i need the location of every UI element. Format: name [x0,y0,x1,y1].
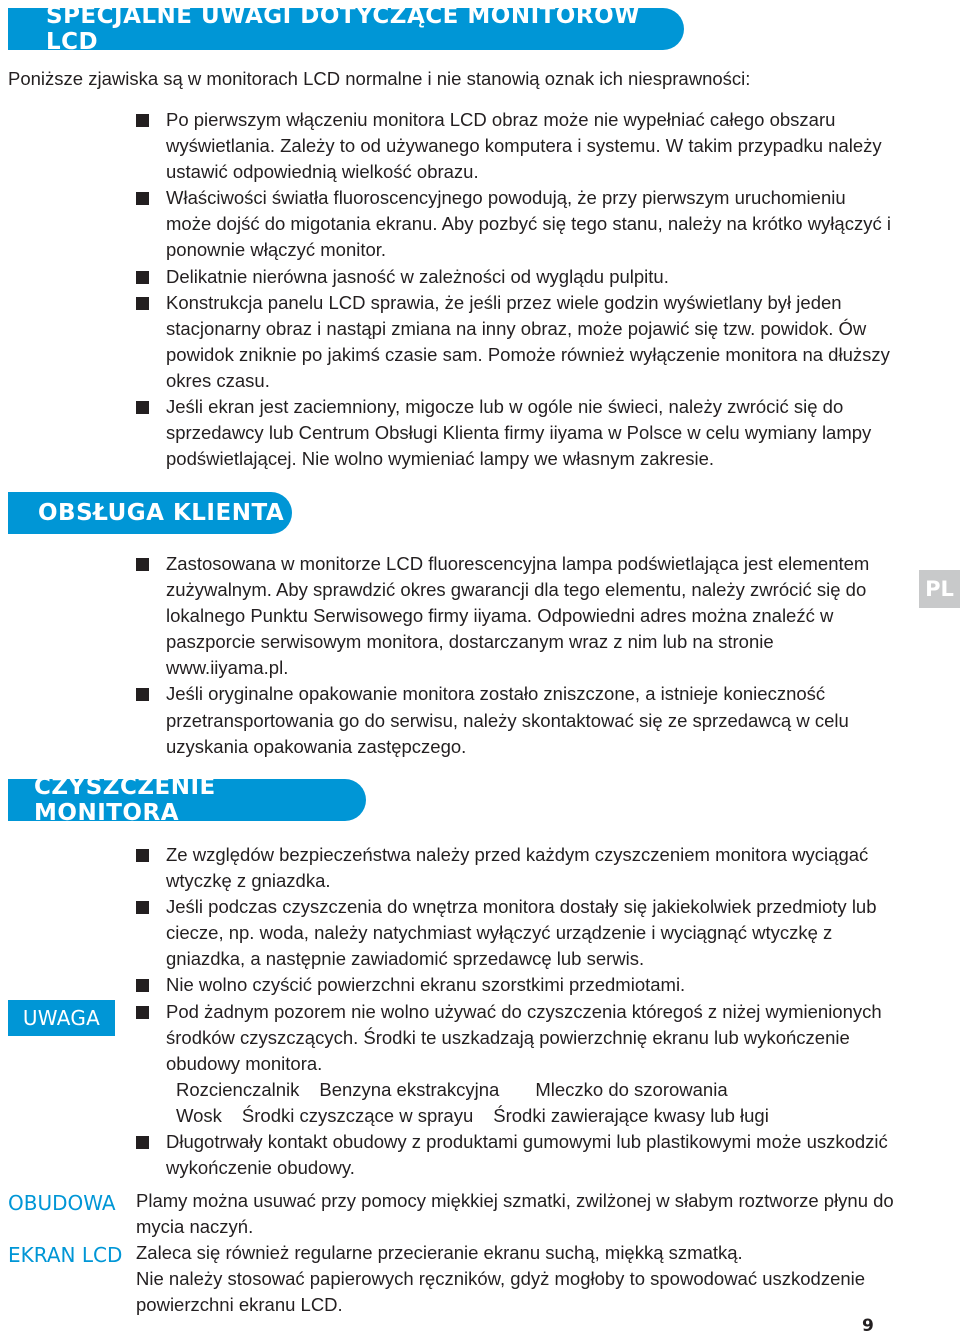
bullet-square-icon [136,297,149,310]
agent-name: Środki czyszczące w sprayu [241,1104,474,1126]
housing-text: Plamy można usuwać przy pomocy miękkiej szmatki, zwilżonej w słabym roztworze płynu do mycia naczyń. [136,1190,894,1238]
section-header-cleaning [8,774,366,826]
list-item-text: Jeśli oryginalne opakowanie monitora zostało zniszczone, a istnieje konieczność przetransportowania go do serwisu, należy skontaktować się ze sprzedawcą w celu uzyskania opakowania zastępczego. [166,683,849,757]
warning-label: UWAGA [8,1000,115,1036]
list-item [136,1129,896,1181]
bullet-square-icon [136,901,149,914]
bullet-square-icon [136,271,149,284]
list-item-text: Delikatnie nierówna jasność w zależności od wyglądu pulpitu. [166,265,669,287]
list-item-text: Pod żadnym pozorem nie wolno używać do czyszczenia któregoś z niżej wymienionych środków czyszczących. Środki te uszkadzają powierzchnię ekranu lub wykończenie obudowy monitora. [166,1000,882,1074]
list-item [136,107,896,185]
bullet-square-icon [136,558,149,571]
bullet-square-icon [136,114,149,127]
cleaning-agents-row [166,1077,896,1103]
list-item-text: Nie wolno czyścić powierzchni ekranu szorstkimi przedmiotami. [166,974,686,996]
cleaning-list [136,842,896,1181]
intro-paragraph: Poniższe zjawiska są w monitorach LCD normalne i nie stanowią oznak ich niesprawności: [8,68,751,89]
agent-name: Środki zawierające kwasy lub ługi [493,1104,769,1126]
bullet-square-icon [136,1136,149,1149]
customer-service-list [136,551,896,760]
list-item [136,894,896,972]
screen-label: EKRAN LCD [8,1243,123,1267]
housing-label: OBUDOWA [8,1191,116,1215]
list-item-text: Zastosowana w monitorze LCD fluorescencyjna lampa podświetlająca jest elementem zużywalnym. Aby sprawdzić okres gwarancji dla tego elementu, należy zwrócić się do lokalnego Punktu Serwisowego firmy iiyama. Odpowiedni adres można znaleźć w paszporcie serwisowym monitora, dostarczanym wraz z nim lub na stronie www.iiyama.pl. [166,553,870,679]
agent-name: Wosk [176,1104,222,1126]
screen-text-line: Zaleca się również regularne przecieranie ekranu suchą, miękką szmatką. [136,1242,743,1263]
list-item [136,394,896,472]
list-item-text: Właściwości światła fluoroscencyjnego powodują, że przy pierwszym uruchomieniu może dojść do migotania ekranu. Aby pozbyć się tego stanu, należy na krótko wyłączyć i ponownie włączyć monitor. [166,187,891,261]
bullet-square-icon [136,192,149,205]
section-title: OBSŁUGA KLIENTA [38,500,285,526]
bullet-square-icon [136,688,149,701]
list-item [136,551,896,681]
list-item-text: Długotrwały kontakt obudowy z produktami gumowymi lub plastikowymi może uszkodzić wykończenie obudowy. [166,1131,888,1179]
agent-name: Mleczko do szorowania [535,1078,728,1100]
page-number: 9 [862,1316,874,1336]
list-item-text: Jeśli podczas czyszczenia do wnętrza monitora dostały się jakiekolwiek przedmioty lub ciecze, np. woda, należy natychmiast wyłączyć urządzenie i wyciągnąć wtyczkę z gniazdka, a następnie zawiadomić sprzedawcę lub serwis. [166,896,877,970]
lcd-notes-list [136,107,896,472]
bullet-square-icon [136,1006,149,1019]
language-badge: PL [919,570,960,608]
list-item [136,290,896,394]
agent-name: Benzyna ekstrakcyjna [319,1078,500,1100]
section-title: CZYSZCZENIE MONITORA [34,774,216,826]
list-item [136,972,896,998]
screen-text-line: Nie należy stosować papierowych ręczników, gdyż mogłoby to spowodować uszkodzenie powierzchni ekranu LCD. [136,1268,866,1316]
list-item-text: Po pierwszym włączeniu monitora LCD obraz może nie wypełniać całego obszaru wyświetlania. Zależy to od używanego komputera i systemu. W takim przypadku należy ustawić odpowiednią wielkość obrazu. [166,109,882,183]
agent-name: Rozcienczalnik [176,1078,300,1100]
list-item [136,999,896,1129]
section-header-customer-service [8,492,292,534]
bullet-square-icon [136,401,149,414]
list-item [136,681,896,759]
list-item-text: Ze względów bezpieczeństwa należy przed każdym czyszczeniem monitora wyciągać wtyczkę z gniazdka. [166,844,869,892]
screen-text [136,1240,896,1318]
cleaning-agents-row [166,1103,896,1129]
list-item [136,842,896,894]
list-item-text: Konstrukcja panelu LCD sprawia, że jeśli przez wiele godzin wyświetlany był jeden stacjonarny obraz i nastąpi zmiana na inny obraz, może pojawić się tzw. powidok. Ów powidok zniknie po jakimś czasie sam. Pomoże również wyłączenie monitora na dłuższy okres czasu. [166,291,890,391]
bullet-square-icon [136,849,149,862]
list-item-text: Jeśli ekran jest zaciemniony, migocze lub w ogóle nie świeci, należy zwrócić się do sprzedawcy lub Centrum Obsługi Klienta firmy iiyama w Polsce w celu wymiany lampy podświetlającej. Nie wolno wymieniać lampy we własnym zakresie. [166,396,872,470]
bullet-square-icon [136,979,149,992]
section-title: SPECJALNE UWAGI DOTYCZĄCE MONITORÓW LCD [46,3,640,55]
list-item [136,264,896,290]
list-item [136,185,896,263]
section-header-lcd-notes [8,3,684,55]
